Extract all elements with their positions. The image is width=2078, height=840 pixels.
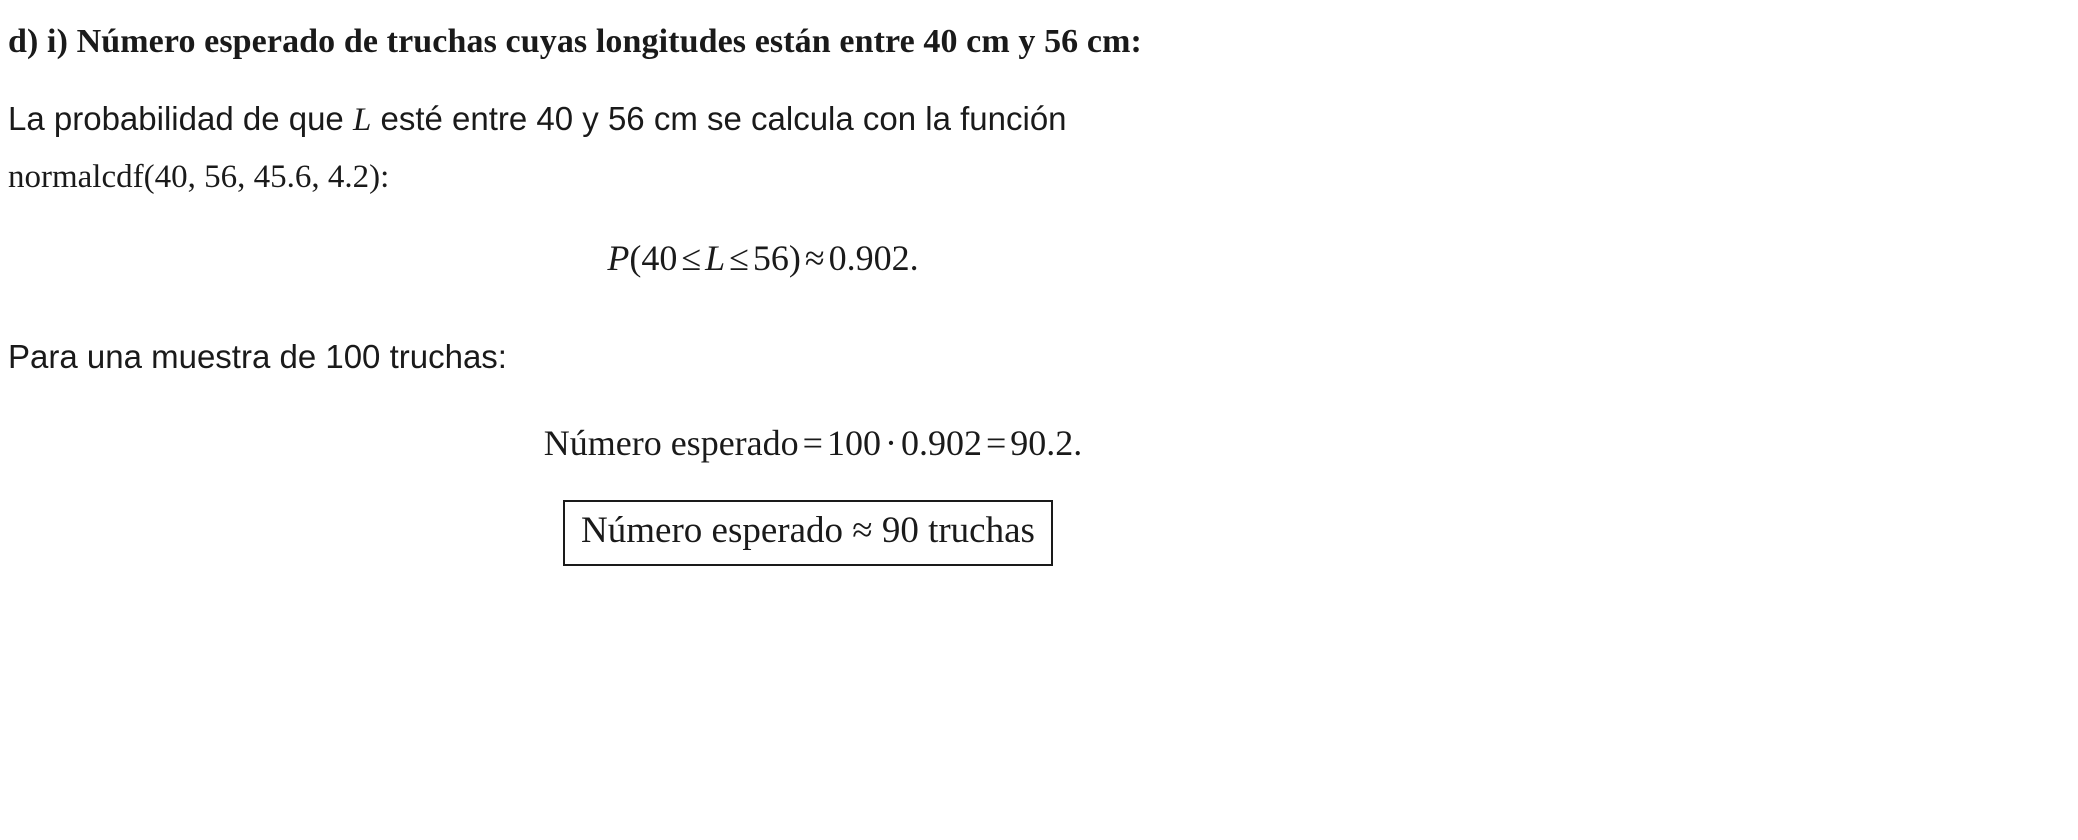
paragraph-probability	[8, 93, 2078, 146]
equation-prob-value: 0.902.	[828, 238, 919, 279]
equation-close-paren: )	[788, 238, 801, 279]
sample-size-value: 100	[826, 423, 881, 464]
multiply-dot-icon: ·	[884, 423, 897, 464]
equals-icon-1: =	[802, 423, 823, 464]
boxed-answer: Número esperado ≈ 90 truchas	[563, 500, 1053, 566]
equation-expected-count	[8, 422, 2078, 464]
paragraph-text-part1: La probabilidad de que	[8, 99, 353, 137]
less-equal-icon-1: ≤	[681, 238, 702, 279]
equation-lower-bound: 40	[641, 238, 678, 279]
approx-icon-1: ≈	[804, 238, 825, 279]
probability-value: 0.902	[900, 423, 982, 464]
normalcdf-expression: normalcdf(40, 56, 45.6, 4.2):	[8, 158, 390, 195]
page-title: d) i) Número esperado de truchas cuyas longitudes están entre 40 cm y 56 cm:	[8, 23, 1142, 60]
equals-icon-2: =	[985, 423, 1007, 464]
equation-prob-symbol: P	[607, 238, 630, 279]
less-equal-icon-2: ≤	[729, 238, 749, 279]
equation-variable: L	[705, 238, 726, 279]
equation-probability	[8, 237, 2078, 279]
expected-label: Número esperado	[543, 423, 799, 464]
paragraph-text-part2: esté entre 40 y 56 cm se calcula con la función	[371, 99, 1067, 137]
equation-open-paren: (	[629, 238, 642, 279]
variable-L: L	[352, 101, 372, 138]
boxed-answer-container	[8, 500, 2078, 566]
paragraph-sample: Para una muestra de 100 truchas:	[8, 338, 507, 376]
equation-upper-bound: 56	[752, 238, 789, 279]
expected-result-value: 90.2.	[1010, 423, 1083, 464]
